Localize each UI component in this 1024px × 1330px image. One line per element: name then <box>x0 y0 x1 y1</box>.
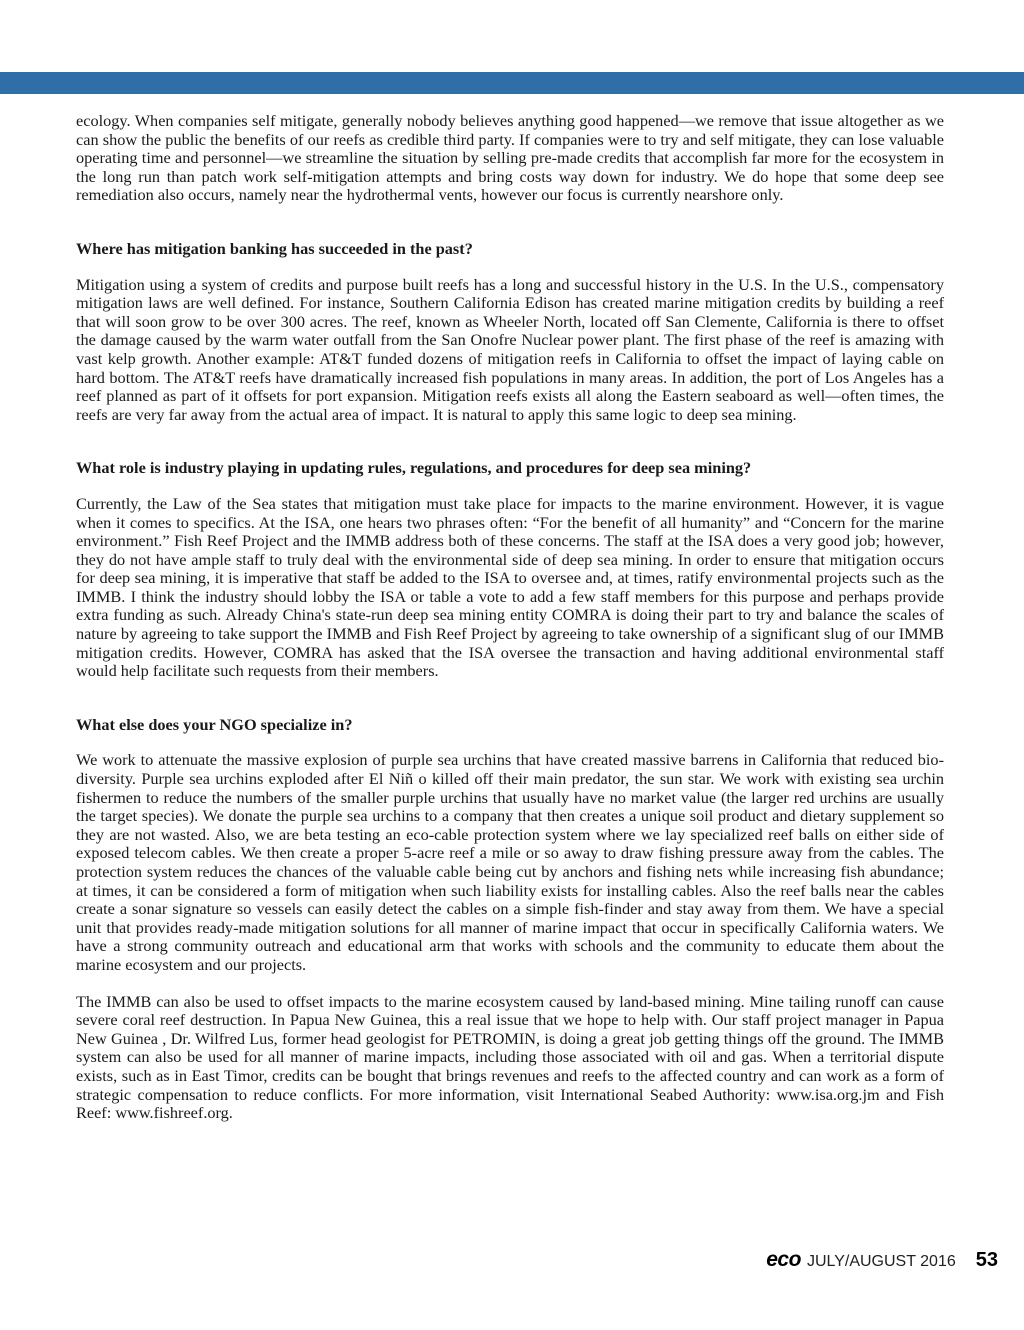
question-heading: What else does your NGO specialize in? <box>76 714 353 734</box>
question-heading: Where has mitigation banking has succeeded in the past? <box>76 238 473 258</box>
article-body <box>76 112 944 1123</box>
intro-paragraph: ecology. When companies self mitigate, generally nobody believes anything good happened—we remove that issue altogether as we can show the public the benefits of our reefs as credible third party. If companies were to try and self mitigate, they can lose valuable operating time and personnel—we streamline the situation by selling pre-made credits that accomplish far more for the ecosystem in the long run than patch work self-mitigation attempts and bring costs way down for industry. We do hope that some deep see remediation also occurs, namely near the hydrothermal vents, however our focus is currently nearshore only. <box>76 111 944 205</box>
answer-paragraph: We work to attenuate the massive explosion of purple sea urchins that have created massive barrens in California that reduced bio-diversity. Purple sea urchins exploded after El Niñ o killed off their main predator, the sun star. We work with existing sea urchin fishermen to reduce the numbers of the smaller purple urchins that usually have no market value (the larger red urchins are usually the target species). We donate the purple sea urchins to a company that then creates a unique soil product and dietary supplement so they are not wasted. Also, we are beta testing an eco-cable protection system where we lay specialized reef balls on either side of exposed telecom cables. We then create a proper 5-acre reef a mile or so away to draw fishing pressure away from the cables. The protection system reduces the chances of the valuable cable being cut by anchors and fishing nets while increasing fish abundance; at times, it can be considered a form of mitigation when such liability exists for installing cables. Also the reef balls near the cables create a sonar signature so vessels can easily detect the cables on a simple fish-finder and stay away from them. We have a special unit that provides ready-made mitigation solutions for all manner of marine impact that occur in specifically California waters. We have a strong community outreach and educational arm that works with schools and the community to educate them about the marine ecosystem and our projects. <box>76 750 944 974</box>
header-color-band <box>0 72 1024 94</box>
answer-paragraph: The IMMB can also be used to offset impacts to the marine ecosystem caused by land-based mining. Mine tailing runoff can cause severe coral reef destruction. In Papua New Guinea, this a real issue that we hope to help with. Our staff project manager in Papua New Guinea , Dr. Wilfred Lus, former head geologist for PETROMIN, is doing a great job getting things off the ground. The IMMB system can also be used for all manner of marine impacts, including those associated with oil and gas. When a territorial dispute exists, such as in East Timor, credits can be bought that brings revenues and reefs to the affected country and can work as a form of strategic compensation to reduce conflicts. For more information, visit International Seabed Authority: www.isa.org.jm and Fish Reef: www.fishreef.org. <box>76 991 944 1123</box>
page-footer <box>766 1248 998 1272</box>
question-heading: What role is industry playing in updating rules, regulations, and procedures for deep sea mining? <box>76 458 752 478</box>
issue-date: JULY/AUGUST 2016 <box>806 1253 956 1270</box>
magazine-logo: eco <box>766 1248 801 1271</box>
page-number: 53 <box>975 1249 998 1271</box>
answer-paragraph: Mitigation using a system of credits and purpose built reefs has a long and successful history in the U.S. In the U.S., compensatory mitigation laws are well defined. For instance, Southern California Edison has created marine mitigation credits by building a reef that will soon grow to be over 300 acres. The reef, known as Wheeler North, located off San Clemente, California is there to offset the damage caused by the warm water outfall from the San Onofre Nuclear power plant. The first phase of the reef is amazing with vast kelp growth. Another example: AT&T funded dozens of mitigation reefs in California to offset the impact of laying cable on hard bottom. The AT&T reefs have dramatically increased fish populations in many areas. In addition, the port of Los Angeles has a reef planned as part of it offsets for port expansion. Mitigation reefs exists all along the Eastern seaboard as well—often times, the reefs are very far away from the actual area of impact. It is natural to apply this same logic to deep sea mining. <box>76 274 944 424</box>
answer-paragraph: Currently, the Law of the Sea states that mitigation must take place for impacts to the marine environment. However, it is vague when it comes to specifics. At the ISA, one hears two phrases often: “For the benefit of all humanity” and “Concern for the marine environment.” Fish Reef Project and the IMMB address both of these concerns. The staff at the ISA does a very good job; however, they do not have ample staff to truly deal with the environmental side of deep sea mining. In order to ensure that mitigation occurs for deep sea mining, it is imperative that staff be added to the ISA to oversee and, at times, ratify environmental projects such as the IMMB. I think the industry should lobby the ISA or table a vote to add a few staff members for this purpose and perhaps provide extra funding as such. Already China's state-run deep sea mining entity COMRA is doing their part to try and balance the scales of nature by agreeing to take support the IMMB and Fish Reef Project by agreeing to take ownership of a significant slug of our IMMB mitigation credits. However, COMRA has asked that the ISA oversee the transaction and having additional environmental staff would help facilitate such requests from their members. <box>76 493 944 681</box>
